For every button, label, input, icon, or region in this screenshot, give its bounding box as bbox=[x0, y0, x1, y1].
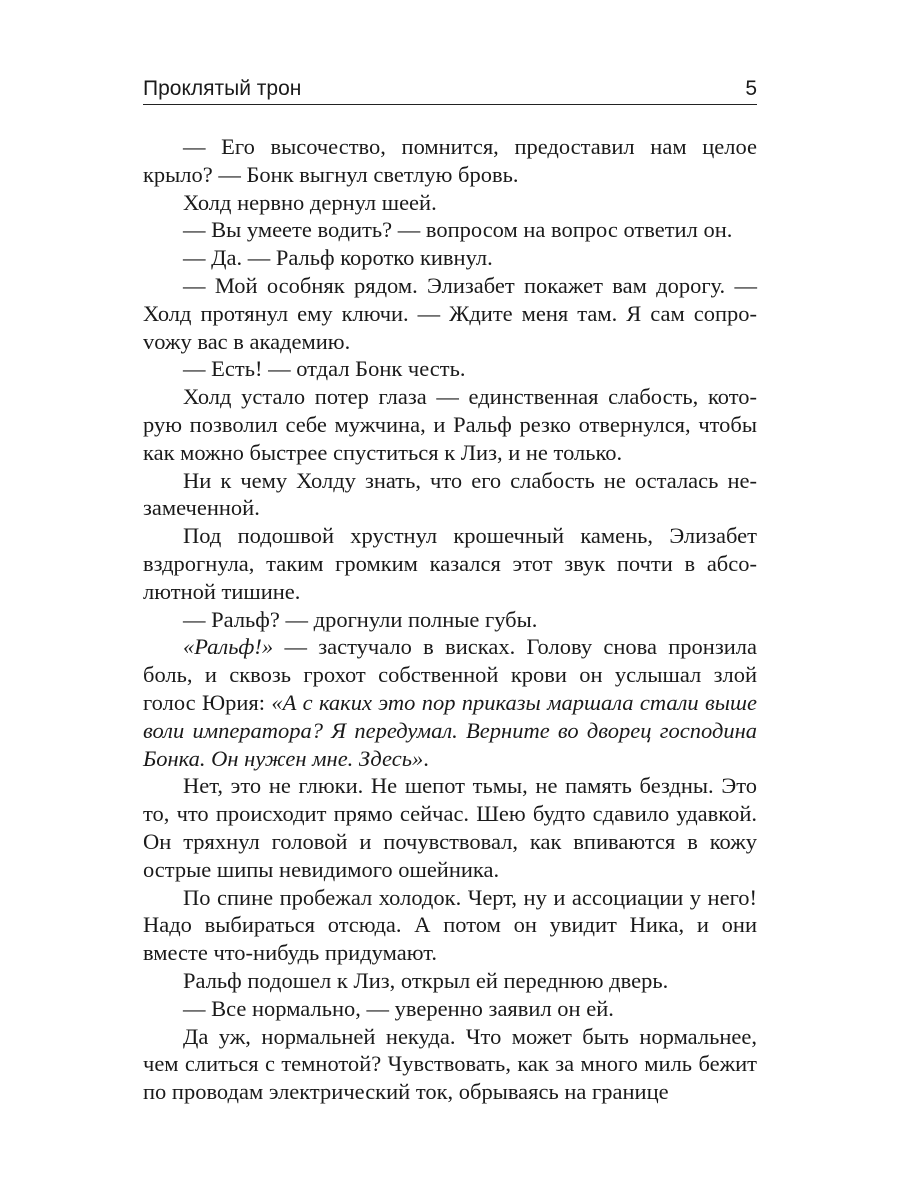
italic-text: «Ральф!» bbox=[183, 634, 274, 660]
paragraph bbox=[143, 772, 757, 883]
text-run: — Ральф? — дрогнули полные губы. bbox=[183, 606, 538, 632]
text-run: Нет, это не глюки. Не шепот тьмы, не память бездны. Это то, что происходит прямо сейчас. Шею будто сдавило удавкой. Он тряхнул головой и почувствовал, как впиваются в кожу острые шипы невидимого ошейника. bbox=[143, 773, 757, 882]
text-run: Ральф подошел к Лиз, открыл ей переднюю дверь. bbox=[183, 967, 669, 993]
text-run: Холд нервно дернул шеей. bbox=[183, 189, 437, 215]
text-run: — застучало в висках. Голову снова пронзила боль, и сквозь грохот собственной крови он услышал злой голос Юрия: bbox=[143, 634, 757, 715]
paragraph bbox=[143, 633, 757, 772]
text-run: Под подошвой хрустнул крошечный камень, Элизабет вздрогнула, таким громким казался этот звук почти в абсолютной тишине. bbox=[143, 523, 757, 604]
text-run: — Его высочество, помнится, предоставил нам целое крыло? — Бонк выгнул светлую бровь. bbox=[143, 134, 757, 187]
paragraph bbox=[143, 606, 757, 634]
paragraph bbox=[143, 189, 757, 217]
text-run: . bbox=[423, 745, 429, 771]
text-run: — Да. — Ральф коротко кивнул. bbox=[183, 245, 493, 271]
paragraph bbox=[143, 244, 757, 272]
paragraph bbox=[143, 884, 757, 967]
running-header bbox=[143, 76, 757, 105]
paragraph bbox=[143, 1023, 757, 1106]
italic-text: «А с каких это пор приказы маршала стали выше воли императора? Я передумал. Верните во дворец господина Бонка. Он нужен мне. Здесь» bbox=[143, 689, 757, 771]
text-run: — Есть! — отдал Бонк честь. bbox=[183, 356, 466, 382]
paragraph bbox=[143, 967, 757, 995]
paragraph bbox=[143, 355, 757, 383]
text-run: — Вы умеете водить? — вопросом на вопрос ответил он. bbox=[183, 217, 733, 243]
book-page bbox=[143, 0, 757, 1200]
paragraph bbox=[143, 133, 757, 189]
paragraph bbox=[143, 522, 757, 605]
body-text bbox=[143, 133, 757, 1106]
text-run: Ни к чему Холду знать, что его слабость не осталась незамеченной. bbox=[143, 467, 757, 521]
text-run: — Мой особняк рядом. Элизабет покажет вам дорогу. — Холд протянул ему ключи. — Ждите меня там. Я сам сопроvожу вас в академию. bbox=[143, 272, 757, 354]
paragraph bbox=[143, 467, 757, 523]
paragraph bbox=[143, 216, 757, 244]
paragraph bbox=[143, 383, 757, 466]
paragraph bbox=[143, 272, 757, 355]
book-title: Проклятый трон bbox=[143, 77, 302, 100]
text-run: Холд устало потер глаза — единственная слабость, которую позволил себе мужчина, и Ральф резко отвернулся, чтобы как можно быстрее спуститься к Лиз, и не только. bbox=[143, 384, 757, 465]
text-run: По спине пробежал холодок. Черт, ну и ассоциации у него! Надо выбираться отсюда. А потом он увидит Ника, и они вместе что-нибудь придумают. bbox=[143, 884, 757, 966]
paragraph bbox=[143, 995, 757, 1023]
page-number: 5 bbox=[745, 77, 757, 100]
text-run: — Все нормально, — уверенно заявил он ей. bbox=[183, 995, 614, 1021]
text-run: Да уж, нормальней некуда. Что может быть нормальнее, чем слиться с темнотой? Чувствовать, как за много миль бежит по проводам электрический ток, обрываясь на границе bbox=[143, 1023, 757, 1105]
